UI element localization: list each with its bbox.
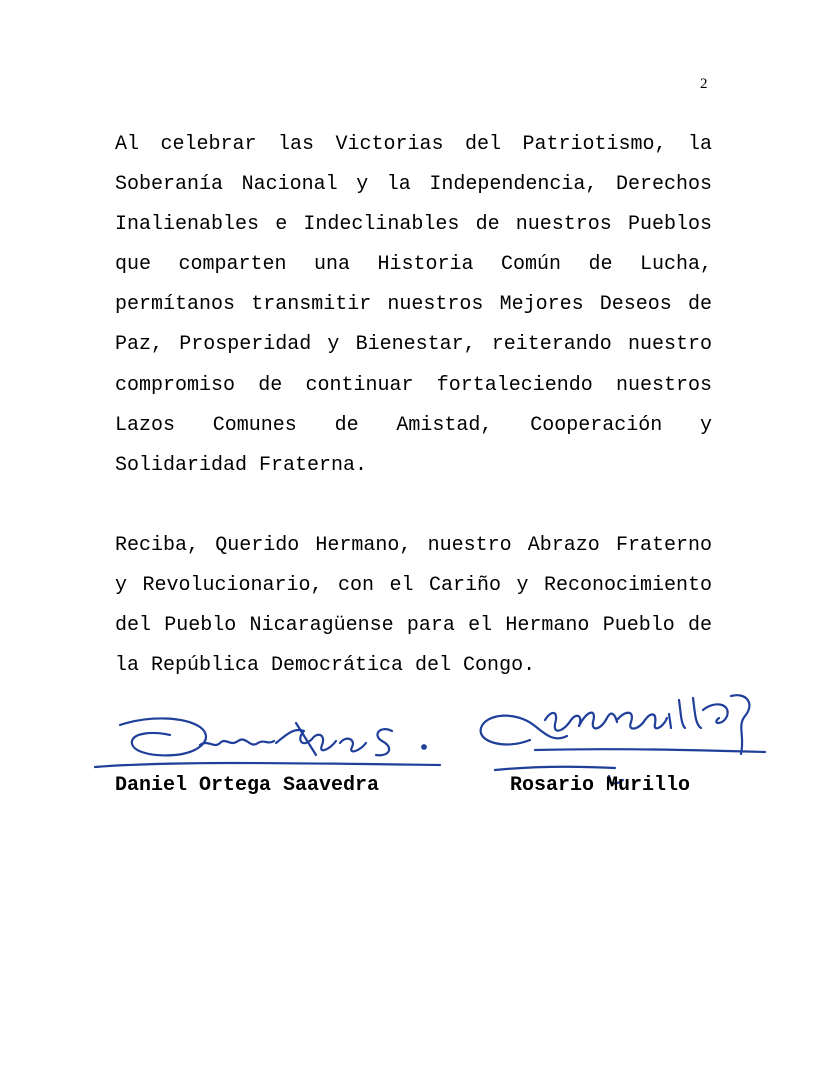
paragraph-embrace: Reciba, Querido Hermano, nuestro Abrazo Fraterno y Revolucionario, con el Cariño y Reconocimiento del Pueblo Nicaragüense para el Hermano Pueblo de la República Democrática del Congo. <box>115 534 712 678</box>
paragraph-greetings: Al celebrar las Victorias del Patriotismo, la Soberanía Nacional y la Independencia, Derechos Inalienables e Indeclinables de nuestros Pueblos que comparten una Historia Común de Lucha, permítanos transmitir nuestros Mejores Deseos de Paz, Prosperidad y Bienestar, reiterando nuestro compromiso de continuar fortaleciendo nuestros Lazos Comunes de Amistad, Cooperación y Solidaridad Fraterna. <box>115 133 712 477</box>
signature-ortega <box>90 705 450 780</box>
page-number: 2 <box>700 76 708 92</box>
signer-name-ortega: Daniel Ortega Saavedra <box>115 774 380 797</box>
signer-name-murillo: Rosario Murillo <box>510 774 691 797</box>
